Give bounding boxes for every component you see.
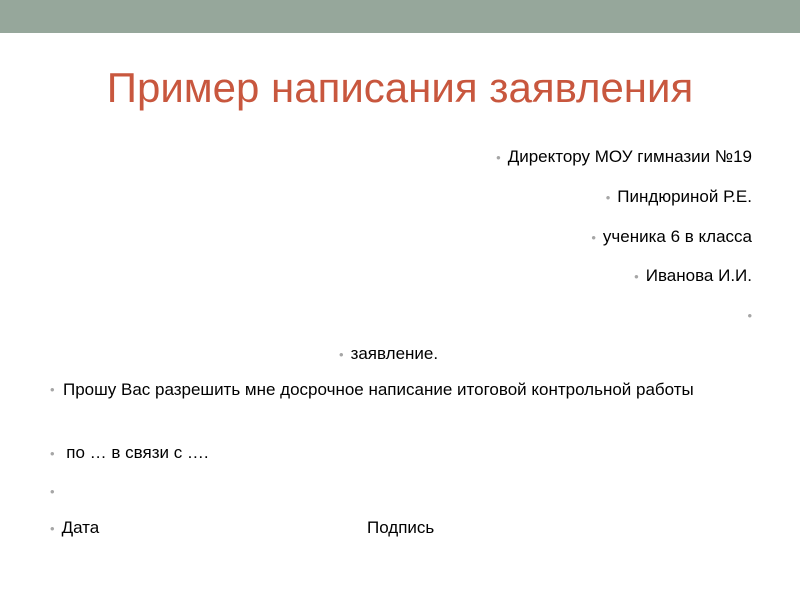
bullet-icon: •	[605, 190, 611, 205]
bullet-icon: •	[50, 446, 55, 461]
empty-line	[50, 481, 62, 502]
header-line-text: Иванова И.И.	[645, 266, 752, 285]
header-line-director-name	[606, 187, 752, 208]
bullet-icon: •	[50, 484, 55, 499]
request-paragraph	[50, 379, 760, 400]
header-line-text: ученика 6 в класса	[602, 227, 752, 246]
subject-line	[50, 443, 209, 464]
slide-title: Пример написания заявления	[106, 64, 694, 111]
header-line-empty	[747, 305, 752, 326]
subject-text: по … в связи с ….	[61, 443, 209, 462]
signature-label: Подпись	[367, 518, 435, 537]
bullet-icon: •	[591, 230, 596, 245]
header-line-text: Пиндюриной Р.Е.	[617, 187, 752, 206]
bullet-icon: •	[634, 269, 639, 284]
bullet-icon: •	[50, 382, 55, 397]
request-text: Прошу Вас разрешить мне досрочное написание итоговой контрольной работы	[63, 380, 694, 399]
header-line-student-name	[634, 266, 752, 287]
header-line-director	[496, 147, 752, 168]
header-line-student	[591, 227, 752, 248]
header-line-text: Директору МОУ гимназии №19	[507, 147, 752, 166]
top-bar	[0, 0, 800, 33]
date-label: Дата	[61, 518, 100, 537]
bullet-icon: •	[496, 150, 501, 165]
bullet-icon: •	[339, 347, 344, 362]
bullet-icon: •	[50, 521, 55, 536]
bullet-icon: •	[747, 308, 752, 323]
date-signature-line	[50, 518, 435, 539]
statement-word-line	[339, 344, 438, 365]
statement-word: заявление.	[350, 344, 439, 363]
